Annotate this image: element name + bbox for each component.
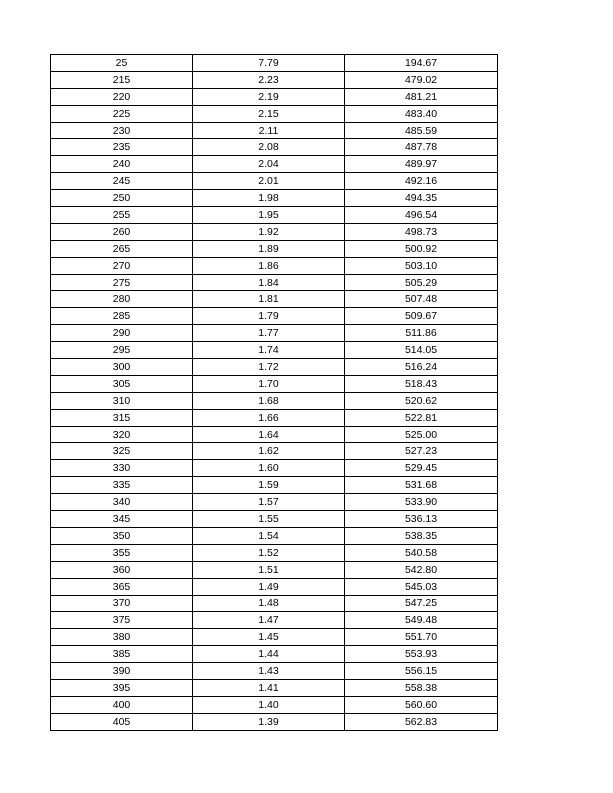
- table-cell: 345: [51, 511, 193, 528]
- table-cell: 496.54: [345, 207, 498, 224]
- table-row: [51, 696, 498, 713]
- table-cell: 235: [51, 139, 193, 156]
- table-cell: 330: [51, 460, 193, 477]
- table-cell: 305: [51, 375, 193, 392]
- table-row: [51, 240, 498, 257]
- table-row: [51, 663, 498, 680]
- table-cell: 2.15: [193, 105, 345, 122]
- table-cell: 2.01: [193, 173, 345, 190]
- table-cell: 542.80: [345, 561, 498, 578]
- table-cell: 553.93: [345, 646, 498, 663]
- table-cell: 255: [51, 207, 193, 224]
- table-cell: 485.59: [345, 122, 498, 139]
- table-cell: 1.70: [193, 375, 345, 392]
- table-cell: 481.21: [345, 88, 498, 105]
- table-cell: 250: [51, 190, 193, 207]
- table-cell: 545.03: [345, 578, 498, 595]
- table-row: [51, 426, 498, 443]
- table-cell: 487.78: [345, 139, 498, 156]
- table-cell: 1.81: [193, 291, 345, 308]
- table-row: [51, 595, 498, 612]
- table-cell: 2.08: [193, 139, 345, 156]
- table-cell: 285: [51, 308, 193, 325]
- table-cell: 1.57: [193, 494, 345, 511]
- table-row: [51, 274, 498, 291]
- table-cell: 1.52: [193, 544, 345, 561]
- table-cell: 1.59: [193, 477, 345, 494]
- table-cell: 270: [51, 257, 193, 274]
- table-cell: 365: [51, 578, 193, 595]
- table-cell: 500.92: [345, 240, 498, 257]
- table-row: [51, 139, 498, 156]
- table-row: [51, 308, 498, 325]
- table-cell: 2.19: [193, 88, 345, 105]
- table-row: [51, 679, 498, 696]
- table-cell: 380: [51, 629, 193, 646]
- table-row: [51, 511, 498, 528]
- table-cell: 230: [51, 122, 193, 139]
- table-cell: 395: [51, 679, 193, 696]
- table-cell: 310: [51, 392, 193, 409]
- table-cell: 2.23: [193, 71, 345, 88]
- table-cell: 350: [51, 527, 193, 544]
- table-cell: 390: [51, 663, 193, 680]
- table-body: [51, 55, 498, 731]
- table-cell: 260: [51, 223, 193, 240]
- table-row: [51, 122, 498, 139]
- table-cell: 479.02: [345, 71, 498, 88]
- table-cell: 1.77: [193, 325, 345, 342]
- table-cell: 560.60: [345, 696, 498, 713]
- table-row: [51, 713, 498, 730]
- table-cell: 505.29: [345, 274, 498, 291]
- table-cell: 1.47: [193, 612, 345, 629]
- table-row: [51, 71, 498, 88]
- table-cell: 1.89: [193, 240, 345, 257]
- table-cell: 1.51: [193, 561, 345, 578]
- table-cell: 522.81: [345, 409, 498, 426]
- table-row: [51, 257, 498, 274]
- table-cell: 514.05: [345, 342, 498, 359]
- table-cell: 1.72: [193, 359, 345, 376]
- table-cell: 215: [51, 71, 193, 88]
- table-cell: 220: [51, 88, 193, 105]
- table-cell: 509.67: [345, 308, 498, 325]
- table-cell: 25: [51, 55, 193, 72]
- table-cell: 518.43: [345, 375, 498, 392]
- table-row: [51, 460, 498, 477]
- table-cell: 531.68: [345, 477, 498, 494]
- table-cell: 315: [51, 409, 193, 426]
- table-cell: 385: [51, 646, 193, 663]
- table-cell: 370: [51, 595, 193, 612]
- table-cell: 492.16: [345, 173, 498, 190]
- table-cell: 295: [51, 342, 193, 359]
- table-row: [51, 392, 498, 409]
- table-cell: 275: [51, 274, 193, 291]
- table-row: [51, 646, 498, 663]
- table-cell: 1.95: [193, 207, 345, 224]
- table-row: [51, 477, 498, 494]
- table-row: [51, 342, 498, 359]
- table-cell: 529.45: [345, 460, 498, 477]
- table-cell: 2.11: [193, 122, 345, 139]
- table-row: [51, 527, 498, 544]
- table-cell: 538.35: [345, 527, 498, 544]
- table-cell: 1.62: [193, 443, 345, 460]
- table-cell: 1.74: [193, 342, 345, 359]
- table-cell: 511.86: [345, 325, 498, 342]
- table-row: [51, 291, 498, 308]
- table-row: [51, 561, 498, 578]
- table-cell: 547.25: [345, 595, 498, 612]
- table-cell: 1.48: [193, 595, 345, 612]
- table-row: [51, 375, 498, 392]
- table-row: [51, 544, 498, 561]
- table-cell: 507.48: [345, 291, 498, 308]
- table-row: [51, 359, 498, 376]
- table-cell: 325: [51, 443, 193, 460]
- table-cell: 1.98: [193, 190, 345, 207]
- table-cell: 1.60: [193, 460, 345, 477]
- table-cell: 562.83: [345, 713, 498, 730]
- table-cell: 1.44: [193, 646, 345, 663]
- table-cell: 558.38: [345, 679, 498, 696]
- table-cell: 335: [51, 477, 193, 494]
- table-cell: 516.24: [345, 359, 498, 376]
- table-cell: 525.00: [345, 426, 498, 443]
- table-cell: 245: [51, 173, 193, 190]
- table-cell: 1.54: [193, 527, 345, 544]
- table-row: [51, 409, 498, 426]
- table-cell: 551.70: [345, 629, 498, 646]
- table-cell: 1.41: [193, 679, 345, 696]
- table-row: [51, 55, 498, 72]
- table-cell: 1.45: [193, 629, 345, 646]
- table-row: [51, 223, 498, 240]
- table-row: [51, 494, 498, 511]
- table-cell: 1.92: [193, 223, 345, 240]
- table-row: [51, 105, 498, 122]
- table-cell: 533.90: [345, 494, 498, 511]
- table-cell: 527.23: [345, 443, 498, 460]
- table-row: [51, 156, 498, 173]
- table-cell: 240: [51, 156, 193, 173]
- table-row: [51, 325, 498, 342]
- table-cell: 549.48: [345, 612, 498, 629]
- table-row: [51, 173, 498, 190]
- table-row: [51, 207, 498, 224]
- table-cell: 1.66: [193, 409, 345, 426]
- table-cell: 520.62: [345, 392, 498, 409]
- table-cell: 1.68: [193, 392, 345, 409]
- table-cell: 1.49: [193, 578, 345, 595]
- table-cell: 556.15: [345, 663, 498, 680]
- table-cell: 1.43: [193, 663, 345, 680]
- table-cell: 280: [51, 291, 193, 308]
- table-row: [51, 612, 498, 629]
- table-cell: 494.35: [345, 190, 498, 207]
- table-row: [51, 629, 498, 646]
- table-cell: 1.84: [193, 274, 345, 291]
- table-cell: 1.39: [193, 713, 345, 730]
- table-cell: 498.73: [345, 223, 498, 240]
- table-cell: 7.79: [193, 55, 345, 72]
- table-cell: 1.79: [193, 308, 345, 325]
- table-cell: 1.40: [193, 696, 345, 713]
- table-cell: 1.55: [193, 511, 345, 528]
- table-cell: 1.86: [193, 257, 345, 274]
- table-cell: 194.67: [345, 55, 498, 72]
- table-cell: 355: [51, 544, 193, 561]
- table-cell: 225: [51, 105, 193, 122]
- table-cell: 483.40: [345, 105, 498, 122]
- table-row: [51, 578, 498, 595]
- table-row: [51, 88, 498, 105]
- table-cell: 2.04: [193, 156, 345, 173]
- table-cell: 300: [51, 359, 193, 376]
- table-cell: 265: [51, 240, 193, 257]
- table-row: [51, 190, 498, 207]
- table-cell: 375: [51, 612, 193, 629]
- table-row: [51, 443, 498, 460]
- table-cell: 540.58: [345, 544, 498, 561]
- data-table: [50, 54, 498, 731]
- table-cell: 290: [51, 325, 193, 342]
- table-cell: 360: [51, 561, 193, 578]
- table-cell: 536.13: [345, 511, 498, 528]
- table-cell: 405: [51, 713, 193, 730]
- table-cell: 503.10: [345, 257, 498, 274]
- table-cell: 400: [51, 696, 193, 713]
- table-cell: 1.64: [193, 426, 345, 443]
- table-cell: 320: [51, 426, 193, 443]
- table-cell: 340: [51, 494, 193, 511]
- table-cell: 489.97: [345, 156, 498, 173]
